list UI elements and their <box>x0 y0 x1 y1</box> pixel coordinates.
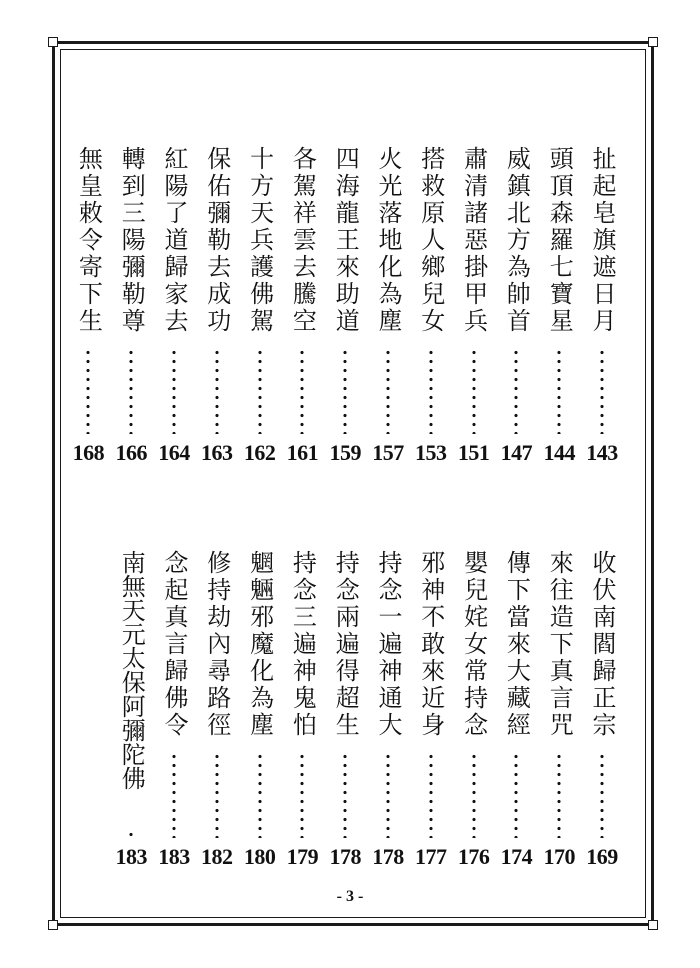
dot-leader <box>429 348 433 434</box>
toc-entry-page-number: 174 <box>500 844 533 869</box>
toc-entry-title: 十方天兵護佛駕 <box>245 146 274 335</box>
toc-entry-page-number: 147 <box>500 440 533 465</box>
toc-entry-page-number: 157 <box>372 440 404 465</box>
toc-entry-title: 來往造下真言咒 <box>545 550 574 739</box>
toc-entry[interactable] <box>243 146 277 464</box>
dot-leader <box>514 752 518 838</box>
toc-entry-title: 念起真言歸佛令 <box>160 550 188 739</box>
toc-entry-title: 嬰兒姹女常持念 <box>459 550 488 739</box>
toc-entry-page-number: 163 <box>201 440 233 465</box>
toc-entry-title: 紅陽了道歸家去 <box>160 146 188 335</box>
toc-entry-page-number: 177 <box>415 844 447 869</box>
dot-leader <box>258 348 262 434</box>
dot-leader <box>300 752 304 838</box>
toc-entry[interactable] <box>114 146 148 464</box>
toc-entry[interactable] <box>371 550 405 868</box>
toc-entry-title: 南無天元太保阿彌陀佛 <box>117 550 146 790</box>
toc-entry[interactable] <box>542 146 576 464</box>
toc-entry-page-number: 183 <box>158 844 190 869</box>
border-corner <box>648 37 658 47</box>
toc-entry-title: 肅清諸惡掛甲兵 <box>459 146 488 335</box>
toc-entry[interactable] <box>542 550 576 868</box>
toc-entry[interactable] <box>200 550 234 868</box>
toc-entry-page-number: 144 <box>543 440 575 465</box>
toc-entry[interactable] <box>414 550 448 868</box>
dot-leader <box>258 752 262 838</box>
toc-entry[interactable] <box>285 146 319 464</box>
toc-entry-title: 持念兩遍得超生 <box>331 550 360 739</box>
toc-entry[interactable] <box>328 550 362 868</box>
toc-entry-title: 搭救原人鄉兒女 <box>416 146 445 335</box>
dot-leader <box>300 348 304 434</box>
toc-entry-page-number: 180 <box>243 844 276 869</box>
toc-entry-page-number: 178 <box>372 844 404 869</box>
border-corner <box>48 920 58 930</box>
dot-leader <box>472 752 476 838</box>
toc-entry-page-number: 159 <box>329 440 361 465</box>
dot-leader <box>172 752 176 838</box>
dot-leader <box>386 348 390 434</box>
toc-entry-title: 持念一遍神通大 <box>374 550 402 739</box>
toc-entry[interactable] <box>457 550 491 868</box>
dot-leader <box>557 348 561 434</box>
border-corner <box>648 920 658 930</box>
toc-entry-title: 無皇敕令寄下生 <box>74 146 103 335</box>
toc-entry-page-number: 166 <box>115 440 147 465</box>
dot-leader <box>557 752 561 838</box>
toc-entry[interactable] <box>243 550 277 868</box>
dot-leader <box>215 348 219 434</box>
toc-entry[interactable] <box>285 550 319 868</box>
toc-entry-page-number: 179 <box>286 844 319 869</box>
toc-entry[interactable] <box>585 550 619 868</box>
toc-entry-page-number: 151 <box>457 440 490 465</box>
toc-entry[interactable] <box>499 550 533 868</box>
toc-entry-title: 各駕祥雲去騰空 <box>288 146 317 335</box>
dot-leader <box>514 348 518 434</box>
dot-leader <box>600 348 604 434</box>
toc-entry[interactable] <box>71 146 105 464</box>
toc-entry-title: 四海龍王來助道 <box>331 146 360 335</box>
dot-leader <box>472 348 476 434</box>
toc-entry-page-number: 153 <box>415 440 447 465</box>
dot-leader <box>172 348 176 434</box>
border-corner <box>48 37 58 47</box>
toc-entry-page-number: 183 <box>115 844 147 869</box>
toc-entry-title: 保佑彌勒去成功 <box>202 146 231 335</box>
toc-entry-page-number: 164 <box>158 440 190 465</box>
toc-entry-title: 轉到三陽彌勒尊 <box>117 146 146 335</box>
page-number-footer: - 3 - <box>336 888 364 905</box>
dot-leader <box>86 348 90 434</box>
toc-entry[interactable] <box>457 146 491 464</box>
toc-entry-page-number: 170 <box>543 844 575 869</box>
toc-entry-page-number: 178 <box>329 844 361 869</box>
toc-entry-title: 威鎮北方為帥首 <box>502 146 531 335</box>
toc-entry[interactable] <box>499 146 533 464</box>
toc-entry[interactable] <box>585 146 619 464</box>
dot-leader <box>215 752 219 838</box>
toc-entry[interactable] <box>328 146 362 464</box>
toc-entry-title: 扯起皂旗遮日月 <box>588 146 616 335</box>
toc-entry-title: 火光落地化為塵 <box>374 146 402 335</box>
dot-leader <box>386 752 390 838</box>
toc-entry[interactable] <box>114 550 148 868</box>
toc-entry[interactable] <box>157 146 191 464</box>
toc-entry-page-number: 143 <box>586 440 618 465</box>
toc-entry-title: 傳下當來大藏經 <box>502 550 531 739</box>
toc-entry-page-number: 176 <box>457 844 490 869</box>
toc-entry-page-number: 168 <box>72 440 105 465</box>
toc-entry[interactable] <box>157 550 191 868</box>
toc-entry[interactable] <box>200 146 234 464</box>
dot-leader <box>129 830 133 838</box>
toc-entry[interactable] <box>414 146 448 464</box>
toc-entry-title: 魍魎邪魔化為塵 <box>245 550 274 739</box>
toc-entry-page-number: 182 <box>201 844 233 869</box>
toc-entry-title: 邪神不敢來近身 <box>416 550 445 739</box>
toc-entry-title: 持念三遍神鬼怕 <box>288 550 317 739</box>
toc-entry-page-number: 161 <box>286 440 319 465</box>
toc-entry-page-number: 169 <box>586 844 618 869</box>
dot-leader <box>343 348 347 434</box>
dot-leader <box>429 752 433 838</box>
dot-leader <box>600 752 604 838</box>
dot-leader <box>129 348 133 434</box>
toc-entry-title: 收伏南閻歸正宗 <box>588 550 616 739</box>
toc-entry[interactable] <box>371 146 405 464</box>
toc-entry-page-number: 162 <box>243 440 276 465</box>
toc-entry-title: 頭頂森羅七寶星 <box>545 146 574 335</box>
toc-entry-title: 修持劫內尋路徑 <box>202 550 231 739</box>
dot-leader <box>343 752 347 838</box>
